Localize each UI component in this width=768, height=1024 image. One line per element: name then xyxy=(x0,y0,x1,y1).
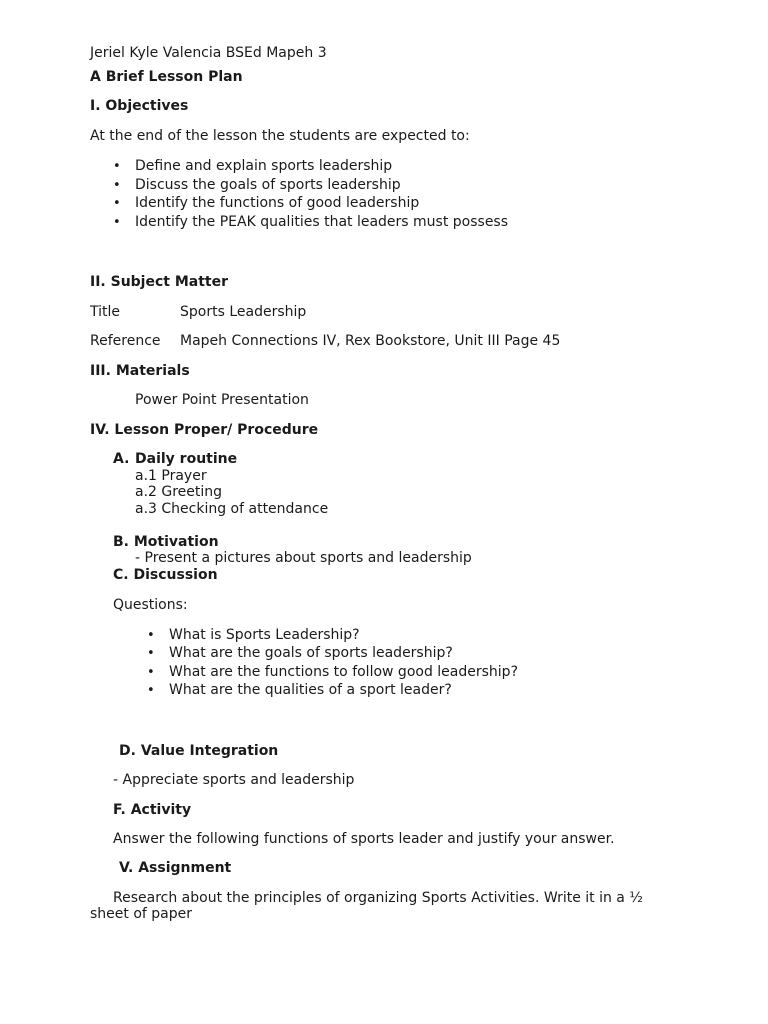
question-item: What are the qualities of a sport leader? xyxy=(169,682,452,698)
objectives-heading: I. Objectives xyxy=(90,98,189,114)
assignment-text-line1: Research about the principles of organizing Sports Activities. Write it in a ½ xyxy=(113,890,643,906)
assignment-heading: V. Assignment xyxy=(119,860,232,876)
daily-routine-heading: Daily routine xyxy=(135,451,238,467)
title-value: Sports Leadership xyxy=(180,304,307,320)
questions-label: Questions: xyxy=(113,597,188,613)
bullet-icon: • xyxy=(113,215,121,230)
motivation-heading: B. Motivation xyxy=(113,534,219,550)
procedure-heading: IV. Lesson Proper/ Procedure xyxy=(90,422,319,438)
reference-label: Reference xyxy=(90,333,161,349)
bullet-icon: • xyxy=(147,646,155,661)
reference-value: Mapeh Connections IV, Rex Bookstore, Unit III Page 45 xyxy=(180,333,561,349)
objective-item: Identify the functions of good leadership xyxy=(135,195,420,211)
bullet-icon: • xyxy=(147,628,155,643)
value-integration-text: - Appreciate sports and leadership xyxy=(113,772,355,788)
materials-item: Power Point Presentation xyxy=(135,392,309,408)
daily-routine-label: A. xyxy=(113,451,130,467)
routine-item: a.2 Greeting xyxy=(135,484,223,500)
bullet-icon: • xyxy=(113,178,121,193)
question-item: What are the functions to follow good leadership? xyxy=(169,664,518,680)
objective-item: Identify the PEAK qualities that leaders must possess xyxy=(135,214,509,230)
bullet-icon: • xyxy=(113,196,121,211)
value-integration-heading: D. Value Integration xyxy=(119,743,279,759)
activity-heading: F. Activity xyxy=(113,802,192,818)
objective-item: Define and explain sports leadership xyxy=(135,158,393,174)
bullet-icon: • xyxy=(147,683,155,698)
author-line: Jeriel Kyle Valencia BSEd Mapeh 3 xyxy=(90,45,327,61)
discussion-heading: C. Discussion xyxy=(113,567,218,583)
question-item: What is Sports Leadership? xyxy=(169,627,360,643)
routine-item: a.3 Checking of attendance xyxy=(135,501,329,517)
bullet-icon: • xyxy=(147,665,155,680)
materials-heading: III. Materials xyxy=(90,363,190,379)
document-title: A Brief Lesson Plan xyxy=(90,69,243,85)
subject-matter-heading: II. Subject Matter xyxy=(90,274,229,290)
objective-item: Discuss the goals of sports leadership xyxy=(135,177,401,193)
routine-item: a.1 Prayer xyxy=(135,468,207,484)
title-label: Title xyxy=(90,304,121,320)
objectives-intro: At the end of the lesson the students are expected to: xyxy=(90,128,470,144)
motivation-text: - Present a pictures about sports and leadership xyxy=(135,550,472,566)
assignment-text-line2: sheet of paper xyxy=(90,906,192,922)
activity-text: Answer the following functions of sports leader and justify your answer. xyxy=(113,831,615,847)
bullet-icon: • xyxy=(113,159,121,174)
question-item: What are the goals of sports leadership? xyxy=(169,645,453,661)
